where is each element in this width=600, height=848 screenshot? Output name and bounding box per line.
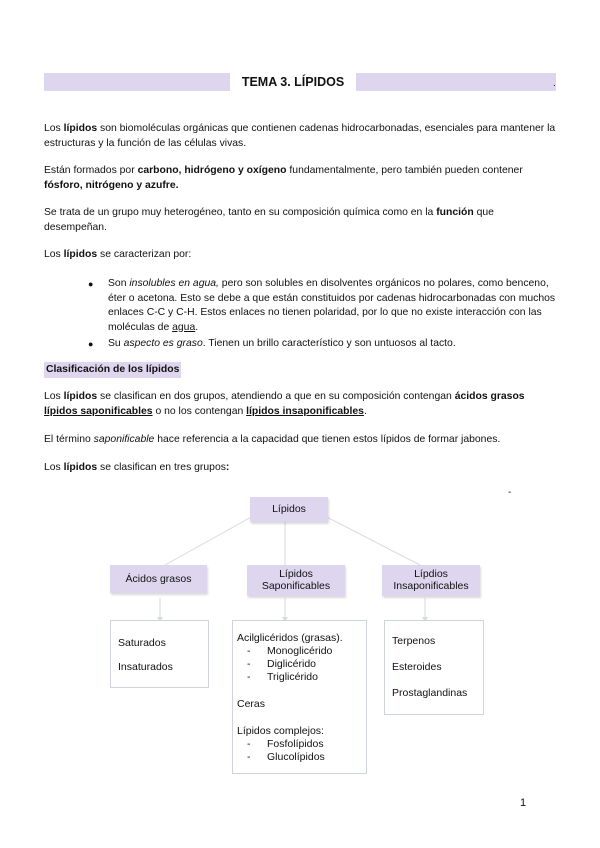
list-insaponificables: Terpenos Esteroides Prostaglandinas — [384, 620, 484, 715]
page-title: TEMA 3. LÍPIDOS — [230, 73, 356, 91]
intro-paragraph-3: Se trata de un grupo muy heterogéneo, tanto en su composición química como en la función que desempeñan. — [44, 207, 494, 233]
node-acidos-grasos: Ácidos grasos — [110, 565, 207, 593]
classification-paragraph-2: El término saponificable hace referencia a la capacidad que tienen estos lípidos de formar jabones. — [44, 434, 501, 445]
node-saponificables: Lípidos Saponificables — [247, 565, 345, 596]
page-number: 1 — [520, 797, 527, 809]
node-lipidos: Lípidos — [250, 497, 328, 522]
list-acidos-grasos: Saturados Insaturados — [110, 620, 209, 688]
node-insaponificables: Lípdios Insaponificables — [382, 565, 480, 596]
intro-paragraph-4: Los lípidos se caracterizan por: — [44, 249, 192, 260]
classification-paragraph-3: Los lípidos se clasifican en tres grupos: — [44, 462, 230, 473]
intro-paragraph-1: Los lípidos son biomoléculas orgánicas que contienen cadenas hidrocarbonadas, esenciales para mantener la estructuras y la función de las células vivas. — [44, 123, 556, 149]
bullet-icon: ● — [88, 279, 94, 289]
side-mark: - — [508, 487, 512, 498]
list-saponificables: Acilglicéridos (grasas). - Monoglicérido - Diglicérido - Triglicérido Ceras Lípidos complejos: - Fosfolípidos - Glucolípidos — [232, 620, 367, 774]
intro-paragraph-2: Están formados por carbono, hidrógeno y oxígeno fundamentalmente, pero también pueden contener fósforo, nitrógeno y azufre. — [44, 165, 523, 191]
section-heading: Clasificación de los lípidos — [44, 362, 181, 378]
bullet-icon: ● — [88, 339, 94, 349]
classification-paragraph-1: Los lípidos se clasifican en dos grupos, atendiendo a que en su composición contengan ácidos grasos lípidos saponificables o no los contengan lípidos insaponificables. — [44, 391, 525, 417]
title-trailing-mark: . — [553, 78, 556, 89]
